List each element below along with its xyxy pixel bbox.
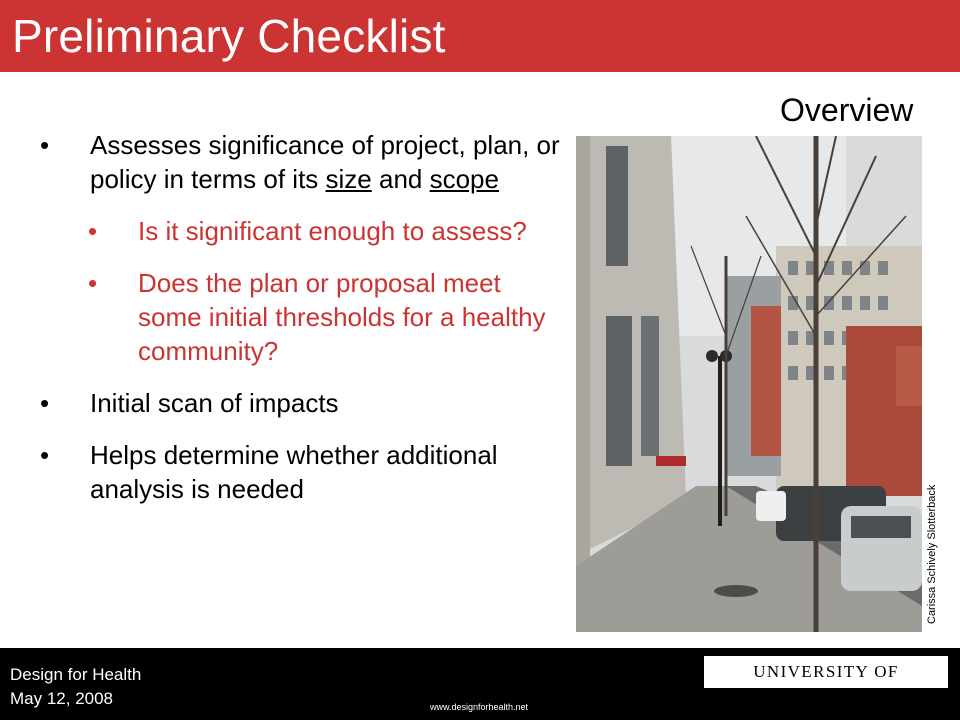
street-photo — [576, 136, 922, 632]
footer-event-name: Design for Health — [10, 665, 142, 684]
slide-title: Preliminary Checklist — [12, 10, 446, 62]
title-bar — [0, 0, 960, 72]
sub-bullet-thresholds — [40, 266, 560, 368]
bullet-marker: • — [40, 130, 50, 160]
bullet-text: Initial scan of impacts — [90, 388, 339, 418]
bullet-marker: • — [88, 268, 98, 298]
bullet-marker: • — [88, 216, 98, 246]
footer-url: www.designforhealth.net — [430, 702, 529, 712]
bullet-item-significance — [40, 128, 560, 196]
bullet-list — [40, 128, 560, 524]
sub-bullet-text: Does the plan or proposal meet some initial thresholds for a healthy community? — [138, 268, 546, 366]
university-logo-text: UNIVERSITY OF MINNESOTA — [753, 662, 899, 713]
sub-bullet-text: Is it significant enough to assess? — [138, 216, 527, 246]
sub-bullet-significant-enough — [40, 214, 560, 248]
street-photo-illustration — [576, 136, 922, 632]
bullet-item-additional-analysis — [40, 438, 560, 506]
bullet-item-initial-scan — [40, 386, 560, 420]
footer-date: May 12, 2008 — [10, 689, 114, 708]
slide-subtitle: Overview — [780, 92, 914, 128]
university-logo — [704, 656, 948, 713]
underlined-word-scope: scope — [429, 164, 499, 194]
photo-credit: Carissa Schively Slotterback — [926, 484, 938, 624]
bullet-marker: • — [40, 440, 50, 470]
underlined-word-size: size — [325, 164, 372, 194]
bullet-text: Helps determine whether additional analysis is needed — [90, 440, 498, 504]
bullet-text-join: and — [371, 164, 430, 194]
bullet-text: Assesses significance of project, plan, or policy in terms of its — [90, 130, 560, 194]
bullet-marker: • — [40, 388, 50, 418]
